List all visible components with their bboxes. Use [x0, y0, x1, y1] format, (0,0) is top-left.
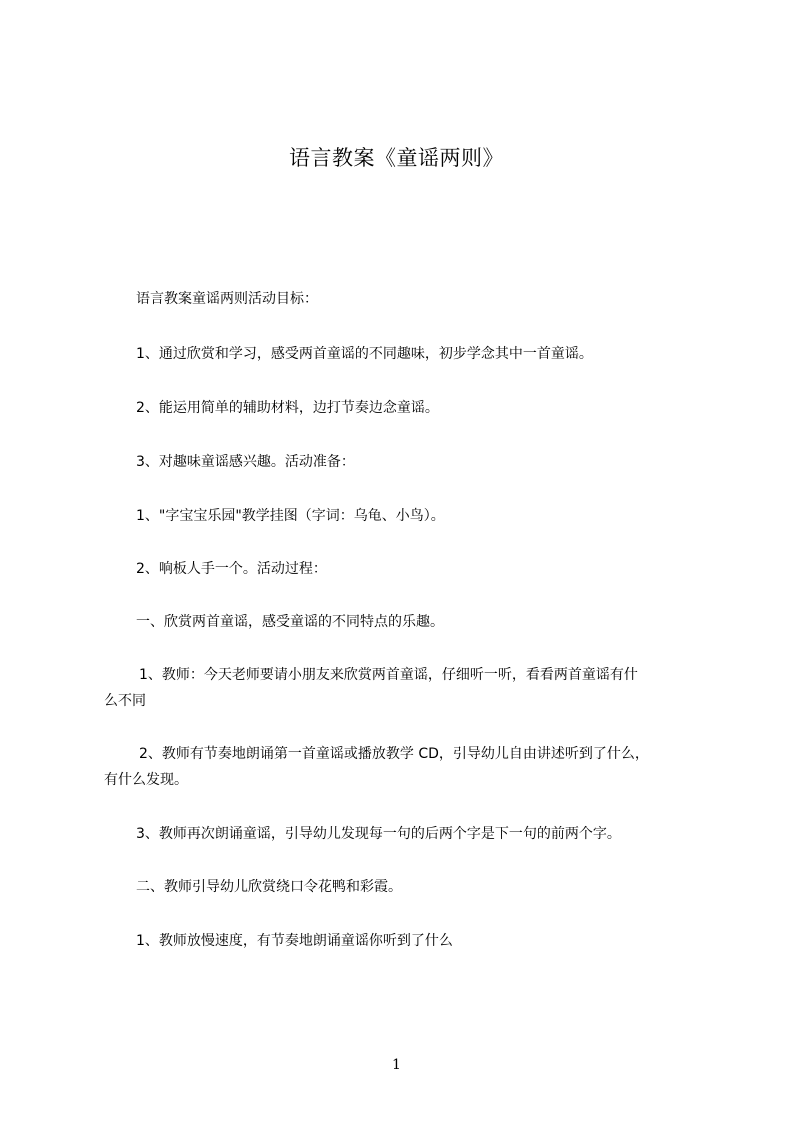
paragraph-objective-2: 2、能运用简单的辅助材料，边打节奏边念童谣。: [136, 400, 439, 416]
paragraph-step-3: 3、教师再次朗诵童谣，引导幼儿发现每一句的后两个字是下一句的前两个字。: [136, 826, 621, 842]
paragraph-objective-1: 1、通过欣赏和学习，感受两首童谣的不同趣味，初步学念其中一首童谣。: [136, 346, 593, 362]
paragraph-prep-2: 2、响板人手一个。活动过程：: [136, 561, 327, 577]
paragraph-step-2-line-1: 2、教师有节奏地朗诵第一首童谣或播放教学 CD，引导幼儿自由讲述听到了什么，: [139, 746, 649, 762]
paragraph-objectives-heading: 语言教案童谣两则活动目标：: [136, 291, 318, 307]
paragraph-step-1-line-1: 1、教师：今天老师要请小朋友来欣赏两首童谣，仔细听一听，看看两首童谣有什: [139, 667, 638, 683]
paragraph-section-2-heading: 二、教师引导幼儿欣赏绕口令花鸭和彩霞。: [136, 879, 402, 895]
page-number: 1: [392, 1057, 401, 1073]
paragraph-prep-1: 1、"字宝宝乐园"教学挂图（字词：乌龟、小鸟）。: [136, 508, 445, 524]
paragraph-section-1-heading: 一、欣赏两首童谣，感受童谣的不同特点的乐趣。: [136, 614, 444, 630]
paragraph-step-2-line-2: 有什么发现。: [104, 772, 188, 788]
paragraph-section-2-step-1: 1、教师放慢速度，有节奏地朗诵童谣你听到了什么: [136, 933, 453, 949]
paragraph-step-1-line-2: 么不同: [104, 693, 146, 709]
document-title: 语言教案《童谣两则》: [289, 146, 504, 170]
paragraph-objective-3: 3、对趣味童谣感兴趣。活动准备：: [136, 454, 355, 470]
